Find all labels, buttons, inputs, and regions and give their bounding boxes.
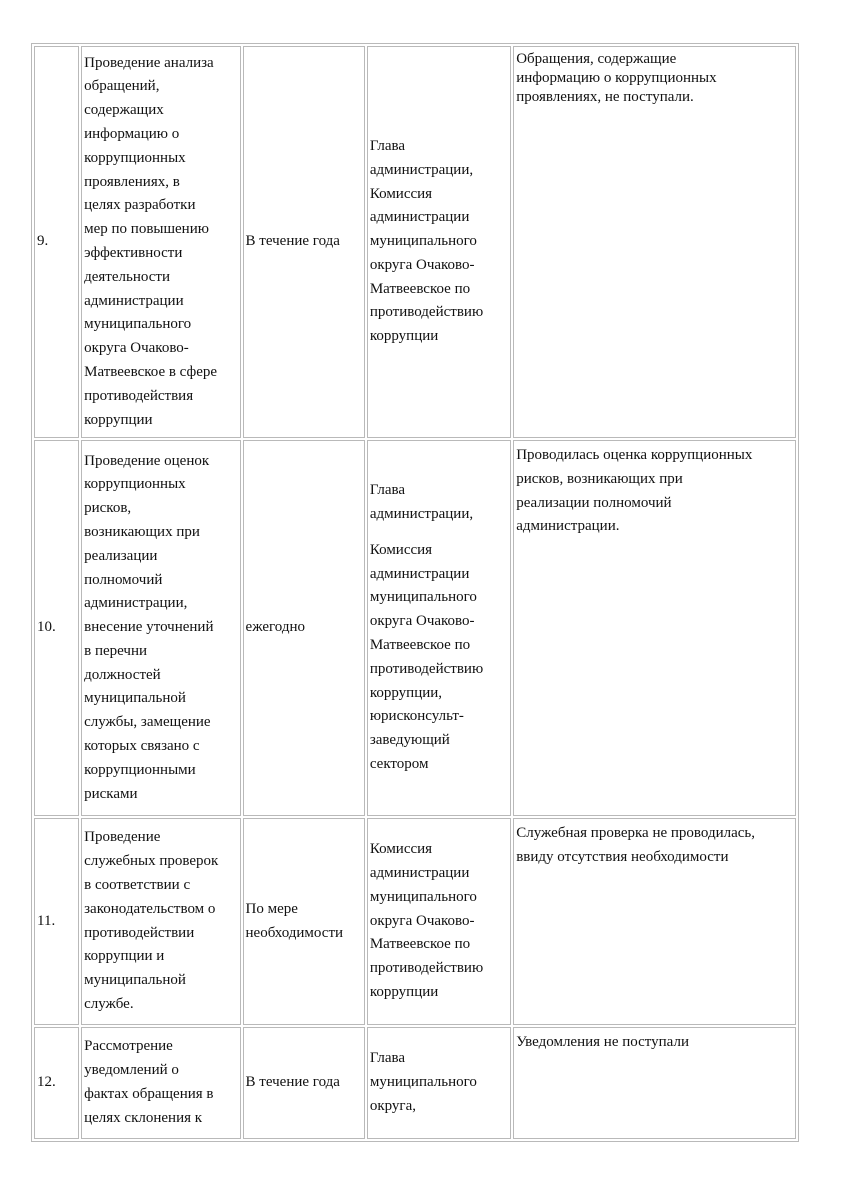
action-cell: Проведение оценок коррупционных рисков, возникающих при реализации полномочий администрации, внесение уточнений в перечни должностей муниципальной службы, замещение которых связано с коррупционными рисками bbox=[81, 440, 240, 816]
responsible-cell: Глава администрации, Комиссия администрации муниципального округа Очаково- Матвеевское по противодействию коррупции, юрисконсульт- заведующий сектором bbox=[367, 440, 511, 816]
action-cell: Проведение служебных проверок в соответствии с законодательством о противодействии коррупции и муниципальной службе. bbox=[81, 818, 240, 1025]
result-cell: Уведомления не поступали bbox=[513, 1027, 796, 1139]
action-cell: Проведение анализа обращений, содержащих информацию о коррупционных проявлениях, в целях разработки мер по повышению эффективности деятельности администрации муниципального округа Очаково- Матвеевское в сфере противодействия коррупции bbox=[81, 46, 240, 438]
responsible-cell: Глава муниципального округа, bbox=[367, 1027, 511, 1139]
term-cell: В течение года bbox=[243, 1027, 365, 1139]
action-cell: Рассмотрение уведомлений о фактах обращения в целях склонения к bbox=[81, 1027, 240, 1139]
row-number: 10. bbox=[34, 440, 79, 816]
term-cell: ежегодно bbox=[243, 440, 365, 816]
responsible-cell: Глава администрации, Комиссия администрации муниципального округа Очаково- Матвеевское по противодействию коррупции bbox=[367, 46, 511, 438]
responsible-cell: Комиссия администрации муниципального округа Очаково- Матвеевское по противодействию коррупции bbox=[367, 818, 511, 1025]
table-row bbox=[34, 1027, 796, 1139]
table-row bbox=[34, 46, 796, 438]
table-row bbox=[34, 440, 796, 816]
term-cell: По мере необходимости bbox=[243, 818, 365, 1025]
row-number: 11. bbox=[34, 818, 79, 1025]
result-cell: Служебная проверка не проводилась, ввиду отсутствия необходимости bbox=[513, 818, 796, 1025]
row-number: 9. bbox=[34, 46, 79, 438]
row-number: 12. bbox=[34, 1027, 79, 1139]
result-cell: Проводилась оценка коррупционных рисков, возникающих при реализации полномочий администрации. bbox=[513, 440, 796, 816]
term-cell: В течение года bbox=[243, 46, 365, 438]
table-row bbox=[34, 818, 796, 1025]
result-cell: Обращения, содержащие информацию о коррупционных проявлениях, не поступали. bbox=[513, 46, 796, 438]
measures-table bbox=[31, 43, 799, 1142]
